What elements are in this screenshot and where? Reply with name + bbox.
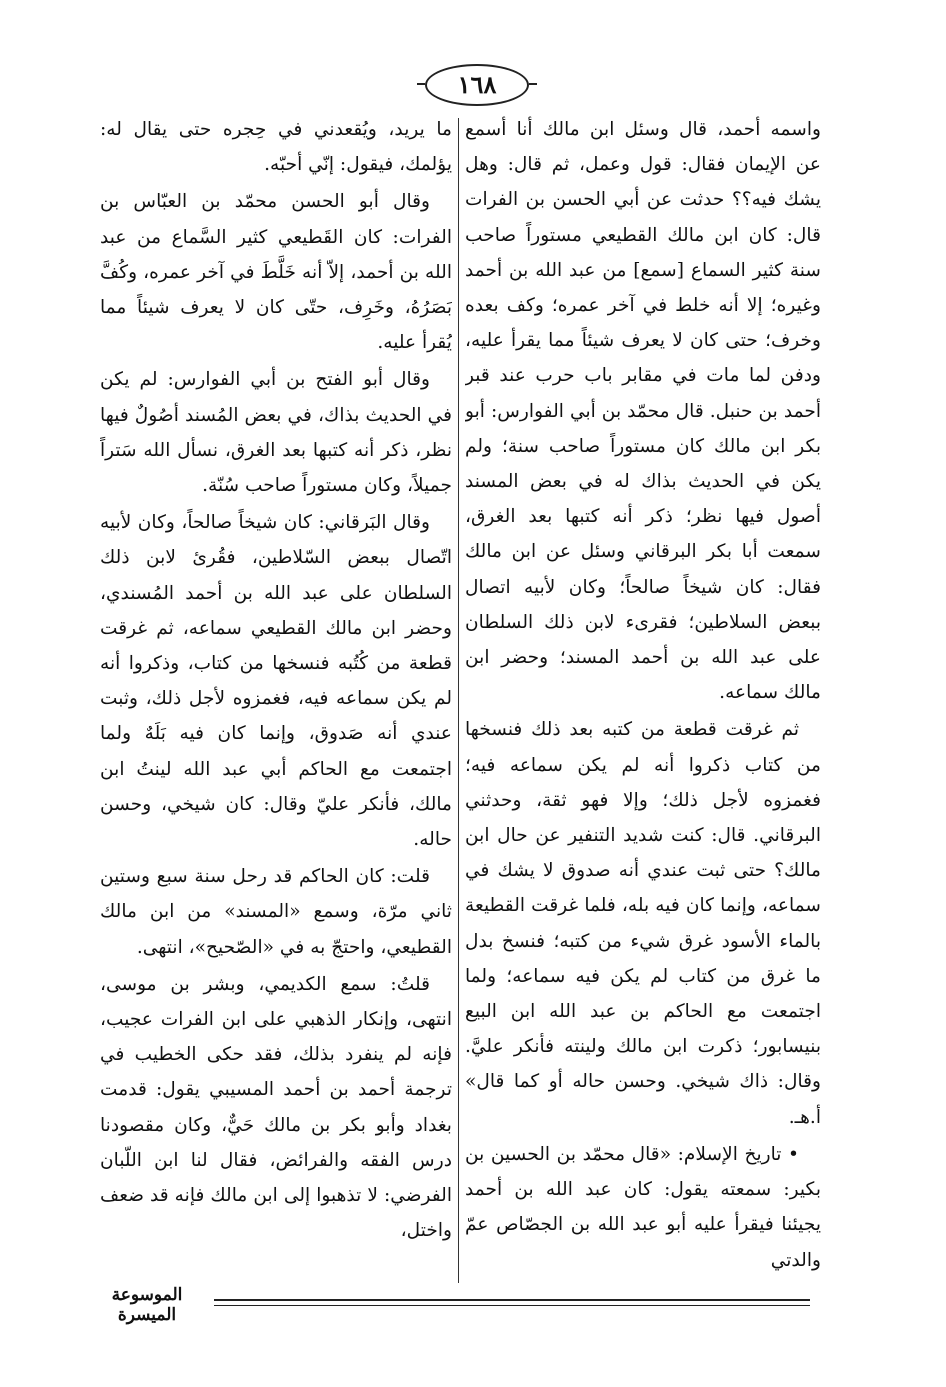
- left-paragraph-3: وقال أبو الفتح بن أبي الفوارس: لم يكن في الحديث بذاك، في بعض المُسند أصُولٌ فيها نظر، ذكر أنه كتبها بعد الغرق، نسأل الله سَتراً جميلاً، وكان مستوراً صاحب سُنّة.: [100, 369, 452, 497]
- page-number-ornament: [425, 64, 529, 106]
- left-paragraph-5: قلت: كان الحاكم قد رحل سنة سبع وستين ثاني مرّة، وسمع «المسند» من ابن مالك القطيعي، واحتجّ به في «الصّحيح»، انتهى.: [100, 866, 452, 958]
- footer-rule-thin: [214, 1305, 810, 1306]
- footer-book-title: الموسوعة الميسرة: [111, 1285, 183, 1325]
- left-paragraph-1: ما يريد، ويُقعدني في حِجره حتى يقال له: يؤلمك، فيقول: إنّي أحبّه.: [100, 119, 452, 176]
- footer-rule: [214, 1299, 810, 1301]
- right-paragraph-3: • تاريخ الإسلام: «قال محمّد بن الحسين بن بكير: سمعته يقول: كان عبد الله بن أحمد يجيئنا فيقرأ عليه أبو عبد الله بن الجصّاص عمّ والدتي: [465, 1143, 821, 1271]
- left-paragraph-2: وقال أبو الحسن محمّد بن العبّاس بن الفرات: كان القَطيعي كثير السَّماع من عبد الله بن أحمد، إلاّ أنه خَلَّطَ في آخر عمره، وكُفَّ بَصَرُهُ، وخَرِف، حتّى كان لا يعرف شيئاً مما يُقرأ عليه.: [100, 191, 452, 354]
- left-paragraph-6: قلتُ: سمع الكديمي، وبشر بن موسى، انتهى، وإنكار الذهبي على ابن الفرات عجيب، فإنه لم ينفرد بذلك، فقد حكى الخطيب في ترجمة أحمد بن أحمد المسيبي يقول: قدمت بغداد وأبو بكر بن مالك حَيٌّ، وكان مقصودنا درس الفقه والفرائض، فقال لنا ابن اللّبان الفرضي: لا تذهبوا إلى ابن مالك فإنه قد ضعف واختل،: [100, 973, 452, 1242]
- column-divider: [458, 118, 459, 1283]
- right-column: [465, 112, 821, 1287]
- page-number: ١٦٨: [457, 70, 497, 99]
- left-paragraph-4: وقال البَرقاني: كان شيخاً صالحاً، وكان لأبيه اتّصال ببعض السّلاطين، فقُرئ لابن ذلك السلطان على عبد الله بن أحمد المُسندي، وحضر ابن مالك القطيعي سماعه، ثم غرقت قطعة من كُتُبه فنسخها من كتاب، وذكروا أنه لم يكن سماعه فيه، فغمزوه لأجل ذلك، وثبت عندي أنه صَدوق، وإنما كان فيه بَلَهٌ ولما اجتمعت مع الحاكم أبي عبد الله لينتُ ابن مالك، فأنكر عليّ وقال: كان شيخي، وحسن حاله.: [100, 512, 452, 851]
- right-paragraph-2: ثم غرقت قطعة من كتبه بعد ذلك فنسخها من كتاب ذكروا أنه لم يكن سماعه فيه؛ فغمزوه لأجل ذلك؛ وإلا فهو ثقة، وحدثني البرقاني. قال: كنت شديد التنفير عن حال ابن مالك؟ حتى ثبت عندي أنه صدوق لا يشك في سماعه، وإنما كان فيه بله، فلما غرقت القطيعة بالماء الأسود غرق شيء من كتبه؛ فنسخ بدل ما غرق من كتاب لم يكن فيه سماعه؛ ولما اجتمعت مع الحاكم بن عبد الله ابن البيع بنيسابور؛ ذكرت ابن مالك ولينته فأنكر عليَّ. وقال: ذاك شيخي. وحسن حاله أو كما قال» أ.هـ.: [465, 719, 821, 1128]
- right-paragraph-1: واسمه أحمد، قال وسئل ابن مالك أنا أسمع عن الإيمان فقال: قول وعمل، ثم قال: وهل يشك فيه؟؟ حدثت عن أبي الحسن بن الفرات قال: كان ابن مالك القطيعي مستوراً صاحب سنة كثير السماع [سمع] من عبد الله بن أحمد وغيره؛ إلا أنه خلط في آخر عمره؛ وكف بعده وخرف؛ حتى كان لا يعرف شيئاً مما يقرأ عليه، ودفن لما مات في مقابر باب حرب عند قبر أحمد بن حنبل. قال محمّد بن أبي الفوارس: أبو بكر ابن مالك كان مستوراً صاحب سنة؛ ولم يكن في الحديث بذاك له في بعض المسند أصول فيها نظر؛ ذكر أنه كتبها بعد الغرق، سمعت أبا بكر البرقاني وسئل عن ابن مالك فقال: كان شيخاً صالحاً؛ وكان لأبيه اتصال ببعض السلاطين؛ فقرىء لابن ذلك السلطان على عبد الله بن أحمد المسند؛ وحضر ابن مالك سماعه.: [465, 119, 821, 704]
- left-column: [100, 112, 452, 1252]
